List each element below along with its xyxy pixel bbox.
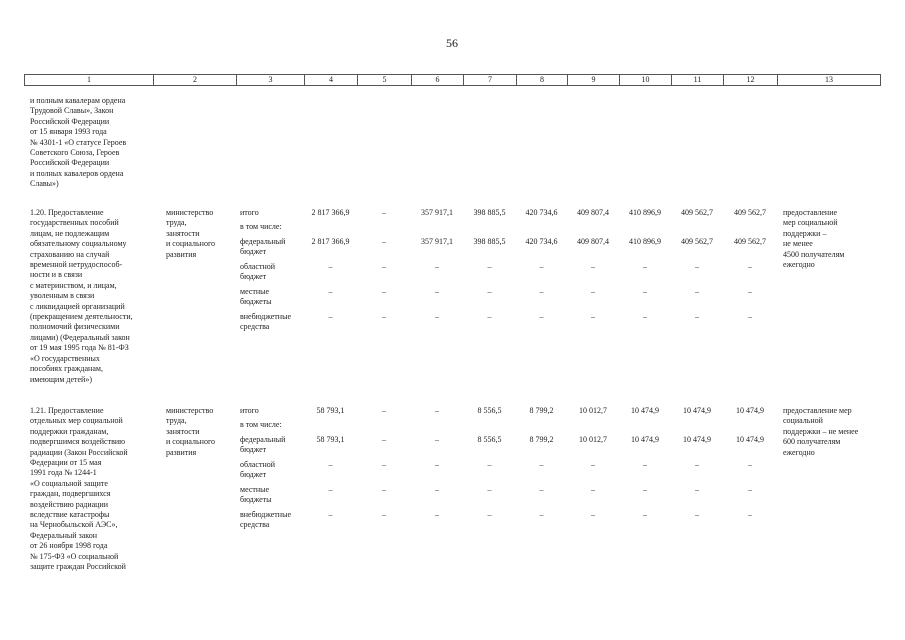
value-cell: – (695, 460, 699, 469)
header-col-1: 1 (25, 75, 154, 85)
value-cell: – (591, 262, 595, 271)
value-cell: – (435, 485, 439, 494)
funding-source-label: федеральный бюджет (240, 435, 286, 455)
value-cell: – (382, 237, 386, 246)
value-cell: – (382, 510, 386, 519)
value-cell: – (643, 460, 647, 469)
value-cell: – (435, 406, 439, 415)
table-header-row (24, 74, 881, 86)
header-col-13: 13 (825, 75, 833, 84)
value-cell: – (643, 312, 647, 321)
value-cell: – (748, 485, 752, 494)
value-cell: – (435, 312, 439, 321)
value-cell: – (435, 262, 439, 271)
header-col-2: 2 (154, 75, 237, 85)
header-col-10: 10 (620, 75, 672, 85)
value-cell: – (591, 510, 595, 519)
row-description: 1.21. Предоставление отдельных мер социальной поддержки гражданам, подвергшимся воздействию радиации (Закон Российской Федерации от 15 мая 1991 года № 1244-1 «О социальной защите граждан, подвергшихся воздействию радиации вследствие катастрофы на Чернобыльской АЭС», Федеральный закон от 26 ноября 1998 года № 175-ФЗ «О социальной защите граждан Российской (30, 406, 128, 572)
value-cell: 409 562,7 (734, 237, 766, 246)
value-cell: 410 896,9 (629, 208, 661, 217)
value-cell: – (591, 287, 595, 296)
value-cell: – (487, 460, 492, 469)
value-cell: – (487, 287, 492, 296)
header-col-4: 4 (305, 75, 358, 85)
funding-source-label: областной бюджет (240, 262, 276, 282)
value-cell: – (382, 208, 386, 217)
value-cell: 58 793,1 (316, 406, 345, 415)
value-cell: – (487, 510, 492, 519)
value-cell: – (435, 510, 439, 519)
value-cell: 420 734,6 (525, 237, 558, 246)
funding-source-label: в том числе: (240, 420, 282, 429)
value-cell: – (487, 312, 492, 321)
value-cell: – (328, 262, 333, 271)
header-col-11: 11 (672, 75, 724, 85)
value-cell: 8 799,2 (529, 435, 554, 444)
value-cell: – (487, 485, 492, 494)
value-cell: – (435, 287, 439, 296)
value-cell: 10 474,9 (736, 406, 764, 415)
header-col-5: 5 (358, 75, 412, 85)
value-cell: 398 885,5 (473, 237, 506, 246)
continuation-text: и полным кавалерам ордена Трудовой Славы», Закон Российской Федерации от 15 января 1993 года № 4301-1 «О статусе Героев Советского Союза, Героев Российской Федерации и полных кавалеров ордена Славы») (30, 96, 127, 189)
header-col-6: 6 (412, 75, 464, 85)
value-cell: – (382, 287, 386, 296)
value-cell: – (748, 510, 752, 519)
header-col-3: 3 (237, 75, 305, 85)
value-cell: – (539, 510, 544, 519)
value-cell: – (748, 287, 752, 296)
value-cell: 398 885,5 (473, 208, 506, 217)
page-number: 56 (446, 36, 458, 50)
funding-source-label: внебюджетные средства (240, 510, 291, 530)
value-cell: – (748, 460, 752, 469)
value-cell: – (539, 485, 544, 494)
funding-source-label: местные бюджеты (240, 485, 272, 505)
value-cell: 409 562,7 (681, 208, 713, 217)
value-cell: 10 474,9 (683, 406, 711, 415)
row-executor: министерство труда, занятости и социального развития (166, 406, 216, 457)
value-cell: – (539, 312, 544, 321)
value-cell: 8 556,5 (477, 406, 502, 415)
value-cell: – (328, 460, 333, 469)
header-col-7: 7 (464, 75, 517, 85)
header-col-8: 8 (517, 75, 568, 85)
value-cell: 10 474,9 (683, 435, 711, 444)
value-cell: – (328, 510, 333, 519)
row-description: 1.20. Предоставление государственных пособий лицам, не подлежащим обязательному социальному страхованию на случай временной нетрудоспособ- ности и в связи с материнством, и лицам, уволенным в связи с ликвидацией организаций (прекращением деятельности, полномочий физическими лицами) (Федеральный закон от 19 мая 1995 года № 81-ФЗ «О государственных пособиях гражданам, имеющим детей») (30, 208, 133, 384)
value-cell: – (695, 510, 699, 519)
value-cell: 8 556,5 (477, 435, 502, 444)
value-cell: – (591, 485, 595, 494)
value-cell: 420 734,6 (525, 208, 558, 217)
funding-source-label: местные бюджеты (240, 287, 272, 307)
value-cell: – (748, 312, 752, 321)
value-cell: 409 562,7 (681, 237, 713, 246)
value-cell: – (435, 460, 439, 469)
value-cell: 10 474,9 (631, 406, 659, 415)
value-cell: 58 793,1 (316, 435, 345, 444)
value-cell: – (695, 262, 699, 271)
value-cell: – (382, 262, 386, 271)
value-cell: – (695, 485, 699, 494)
value-cell: – (435, 435, 439, 444)
value-cell: – (328, 312, 333, 321)
funding-source-label: федеральный бюджет (240, 237, 286, 257)
row-executor: министерство труда, занятости и социального развития (166, 208, 216, 259)
value-cell: 409 562,7 (734, 208, 766, 217)
value-cell: – (643, 485, 647, 494)
value-cell: 8 799,2 (529, 406, 554, 415)
value-cell: 409 807,4 (577, 237, 609, 246)
value-cell: – (382, 460, 386, 469)
value-cell: 10 012,7 (579, 406, 607, 415)
value-cell: 2 817 366,9 (311, 237, 350, 246)
header-col-12: 12 (724, 75, 778, 85)
value-cell: – (328, 485, 333, 494)
funding-source-label: в том числе: (240, 222, 282, 231)
value-cell: – (382, 312, 386, 321)
value-cell: 357 917,1 (421, 208, 453, 217)
value-cell: – (382, 485, 386, 494)
value-cell: – (328, 287, 333, 296)
value-cell: – (487, 262, 492, 271)
value-cell: – (539, 460, 544, 469)
value-cell: – (382, 406, 386, 415)
row-result: предоставление мер социальной поддержки – не менее 4500 получателям ежегодно (783, 208, 845, 270)
value-cell: – (539, 262, 544, 271)
row-result: предоставление мер социальной поддержки – не менее 600 получателям ежегодно (783, 406, 859, 457)
value-cell: 357 917,1 (421, 237, 453, 246)
value-cell: 2 817 366,9 (311, 208, 350, 217)
value-cell: 10 012,7 (579, 435, 607, 444)
funding-source-label: итого (240, 406, 259, 415)
value-cell: – (695, 287, 699, 296)
value-cell: – (695, 312, 699, 321)
funding-source-label: внебюджетные средства (240, 312, 291, 332)
value-cell: – (591, 460, 595, 469)
value-cell: 410 896,9 (629, 237, 661, 246)
value-cell: 10 474,9 (736, 435, 764, 444)
value-cell: 10 474,9 (631, 435, 659, 444)
header-col-9: 9 (568, 75, 620, 85)
value-cell: – (591, 312, 595, 321)
value-cell: – (643, 262, 647, 271)
funding-source-label: итого (240, 208, 259, 217)
funding-source-label: областной бюджет (240, 460, 276, 480)
value-cell: – (643, 287, 647, 296)
value-cell: – (643, 510, 647, 519)
value-cell: – (748, 262, 752, 271)
value-cell: – (382, 435, 386, 444)
value-cell: 409 807,4 (577, 208, 609, 217)
value-cell: – (539, 287, 544, 296)
